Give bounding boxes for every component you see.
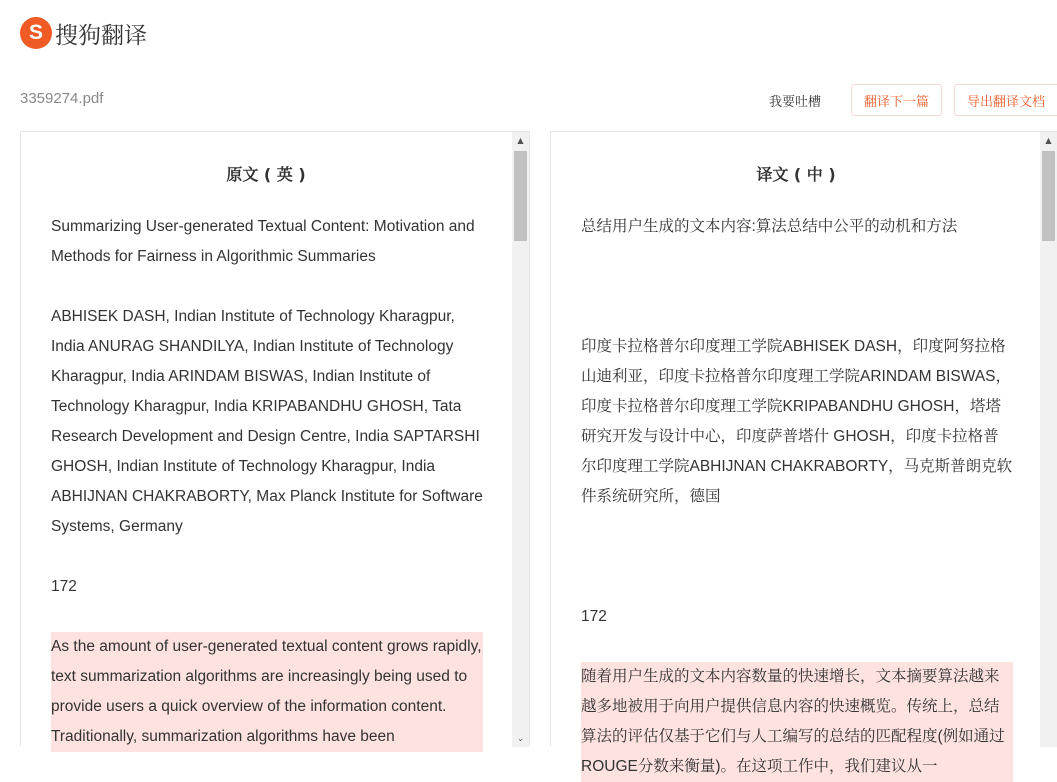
translation-paragraph-title: 总结用户生成的文本内容:算法总结中公平的动机和方法 — [581, 218, 958, 235]
translation-panel — [550, 131, 1057, 775]
source-paragraph-page-number: 172 — [51, 578, 77, 595]
translation-paragraph-page-number: 172 — [581, 608, 607, 625]
feedback-link[interactable]: 我要吐槽 — [768, 94, 821, 110]
scroll-up-icon[interactable]: ▲ — [517, 136, 524, 145]
source-scrollbar[interactable] — [512, 132, 529, 747]
logo[interactable] — [20, 16, 147, 50]
source-content — [51, 212, 483, 752]
translation-panel-title: 译文 ( 中 ) — [756, 165, 836, 184]
source-panel-title: 原文 ( 英 ) — [226, 165, 306, 184]
scroll-up-icon[interactable]: ▲ — [1045, 136, 1052, 145]
chevron-down-icon[interactable]: ⌄ — [517, 734, 524, 743]
export-translation-button[interactable]: 导出翻译文档 — [954, 84, 1057, 116]
toolbar — [769, 84, 1057, 116]
logo-text: 搜狗翻译 — [55, 22, 147, 49]
translation-content — [581, 212, 1013, 782]
translation-paragraph-authors: 印度卡拉格普尔印度理工学院ABHISEK DASH，印度阿努拉格山迪利亚，印度卡拉格普尔印度理工学院ARINDAM BISWAS，印度卡拉格普尔印度理工学院KRIPABANDHU GHOSH，塔塔研究开发与设计中心，印度萨普塔什 GHOSH，印度卡拉格普尔印度理工学院ABHIJNAN CHAKRABORTY，马克斯普朗克软件系统研究所，德国 — [581, 338, 1013, 505]
translate-next-button[interactable]: 翻译下一篇 — [851, 84, 942, 116]
scrollbar-thumb[interactable] — [1042, 151, 1055, 241]
source-paragraph-abstract[interactable]: As the amount of user-generated textual content grows rapidly, text summarization algorithms are increasingly being used to provide users a quick overview of the information content. Traditionally, summarization algorithms have been — [51, 632, 483, 752]
source-panel — [20, 131, 530, 746]
source-paragraph-authors: ABHISEK DASH, Indian Institute of Technology Kharagpur, India ANURAG SHANDILYA, Indian Institute of Technology Kharagpur, India ARINDAM BISWAS, Indian Institute of Technology Kharagpur, India KRIPABANDHU GHOSH, Tata Research Development and Design Centre, India SAPTARSHI GHOSH, Indian Institute of Technology Kharagpur, India ABHIJNAN CHAKRABORTY, Max Planck Institute for Software Systems, Germany — [51, 308, 483, 535]
translation-paragraph-abstract[interactable]: 随着用户生成的文本内容数量的快速增长，文本摘要算法越来越多地被用于向用户提供信息内容的快速概览。传统上，总结算法的评估仅基于它们与人工编写的总结的匹配程度(例如通过ROUGE分数来衡量)。在这项工作中，我们建议从一 — [581, 662, 1013, 782]
file-name: 3359274.pdf — [20, 90, 104, 107]
source-paragraph-title: Summarizing User-generated Textual Content: Motivation and Methods for Fairness in Algorithmic Summaries — [51, 218, 475, 265]
sogou-logo-icon: S — [20, 17, 52, 49]
translation-scrollbar[interactable] — [1040, 132, 1057, 747]
scrollbar-thumb[interactable] — [514, 151, 527, 241]
